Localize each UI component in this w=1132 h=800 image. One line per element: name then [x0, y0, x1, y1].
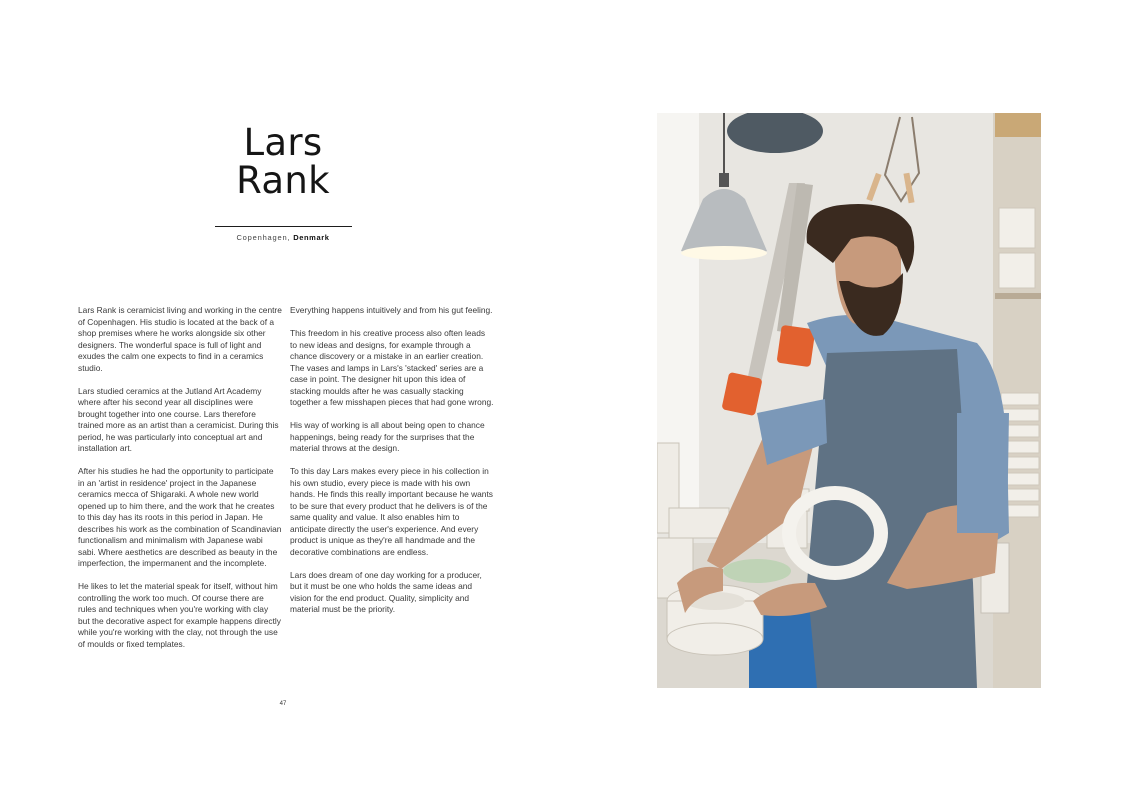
location-country: Denmark	[293, 233, 330, 242]
paragraph: After his studies he had the opportunity to participate in an 'artist in residence' project in the Japanese ceramics mecca of Shigaraki. A whole new world opened up to him there, and the work that he creates to this day has its roots in this period in Japan. He describes his work as the combination of Scandinavian functionalism and minimalism with Japanese wabi sabi. Where aesthetics are described as beauty in the imperfection, the impermanent and the incomplete.	[78, 466, 282, 568]
paragraph: Everything happens intuitively and from his gut feeling.	[290, 305, 493, 315]
article-title	[200, 121, 366, 202]
title-line-first: Lars	[243, 121, 323, 164]
body-column-left	[78, 305, 282, 662]
paragraph: To this day Lars makes every piece in his collection in his own studio, every piece is made with his own hands. He finds this really important because he wants to be sure that every product that he delivers is of the same quality and value. It also enables him to anticipate directly the user's experience. And every product is unique as they're all handmade and the decorative combinations are endless.	[290, 466, 493, 557]
body-column-right	[290, 305, 494, 627]
studio-photo-illustration	[657, 113, 1041, 688]
paragraph: This freedom in his creative process also often leads to new ideas and designs, for example through a chance discovery or a mistake in an earlier creation. The vases and lamps in Lars's 'stacked' series are a case in point. The designer hit upon this idea of stacking moulds after he was casually stacking together a few misshapen pieces that had gone wrong.	[290, 328, 494, 407]
location-line	[200, 233, 366, 242]
paragraph: He likes to let the material speak for itself, without him controlling the work too much. Of course there are rules and techniques when you're working with clay but the decorative aspect for example happens directly while you're working with the clay, not through the use of moulds or fixed templates.	[78, 581, 281, 649]
title-divider	[215, 226, 352, 227]
paragraph: Lars studied ceramics at the Jutland Art Academy where after his second year all disciplines were brought together into one course. Lars therefore trained more as an artist than a ceramicist. During this period, he was particularly into conceptual art and installation art.	[78, 385, 279, 453]
paragraph: Lars Rank is ceramicist living and working in the centre of Copenhagen. His studio is located at the back of a shop premises where he works alongside six other designers. The wonderful space is full of light and exudes the calm one expects to find in a ceramics studio.	[78, 305, 282, 373]
studio-photo	[657, 113, 1041, 688]
paragraph: Lars does dream of one day working for a producer, but it must be one who holds the same ideas and vision for the end product. Quality, simplicity and material must be the priority.	[290, 569, 482, 614]
location-city: Copenhagen,	[236, 233, 294, 242]
page-number: 47	[279, 701, 287, 707]
paragraph: His way of working is all about being open to chance happenings, being ready for the surprises that the material throws at the design.	[290, 420, 485, 453]
title-line-last: Rank	[236, 159, 330, 202]
